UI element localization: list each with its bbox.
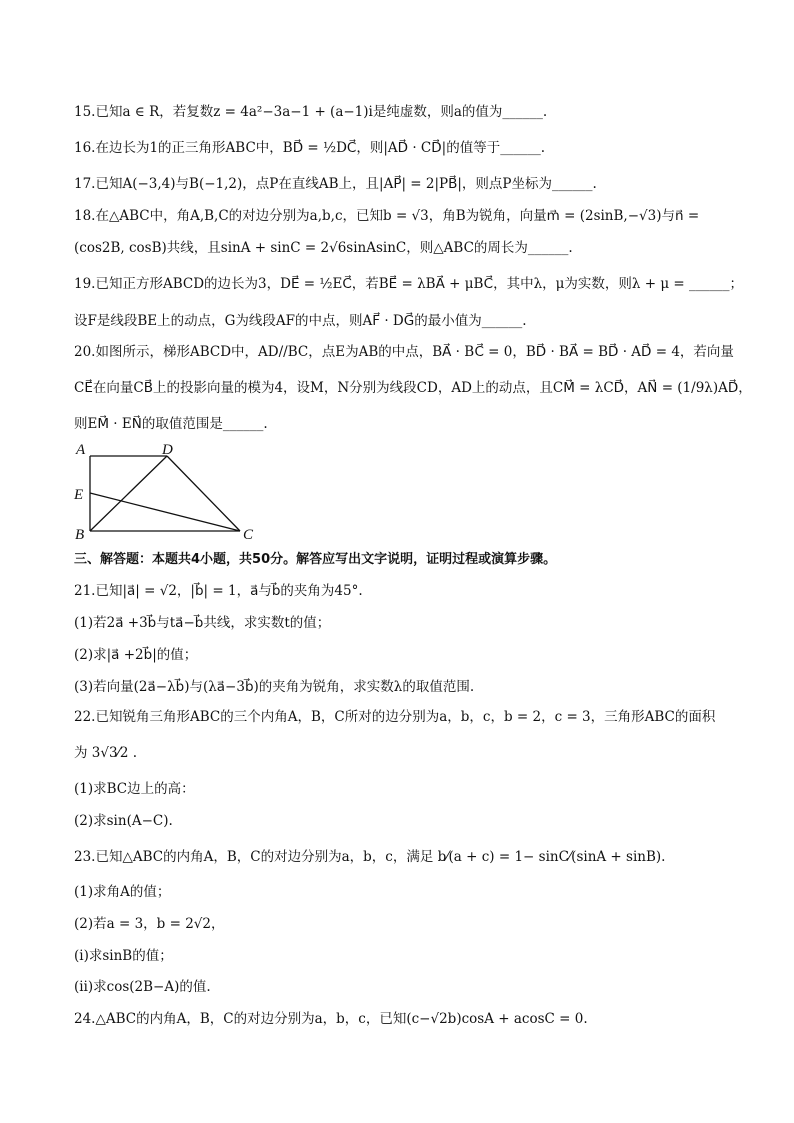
segment-EC [90,493,240,531]
question-15: 15.已知a ∈ R，若复数z = 4a²−3a−1 + (a−1)i是纯虚数，则a的值为______. [74,104,548,120]
label-D: D [162,442,173,458]
question-21-part-2: (2)求|a⃗ +2b⃗|的值； [74,647,198,663]
question-23-part-2: (2)若a = 3，b = 2√2， [74,916,225,932]
question-18-line-1: 18.在△ABC中，角A,B,C的对边分别为a,b,c，已知b = √3，角B为锐角，向量m⃗ = (2sinB,−√3)与n⃗ = [74,208,700,224]
question-20-line-3: 则EM⃗ · EN⃗的取值范围是______. [74,416,268,432]
question-21-part-3: (3)若向量(2a⃗−λb⃗)与(λa⃗−3b⃗)的夹角为锐角，求实数λ的取值范围. [74,679,475,695]
question-19-line-1: 19.已知正方形ABCD的边长为3，DE⃗ = ½EC⃗，若BE⃗ = λBA⃗ + μBC⃗，其中λ，μ为实数，则λ + μ = ______； [74,276,744,292]
question-22-part-2: (2)求sin(A−C). [74,813,173,829]
question-17: 17.已知A(−3,4)与B(−1,2)，点P在直线AB上，且|AP⃗| = 2|PB⃗|，则点P坐标为______. [74,176,597,192]
question-22-line-2: 为 3√3⁄2 . [74,745,137,761]
question-19-line-2: 设F是线段BE上的动点，G为线段AF的中点，则AF⃗ · DG⃗的最小值为______. [74,313,527,329]
question-21-part-1: (1)若2a⃗ +3b⃗与ta⃗−b⃗共线，求实数t的值； [74,615,331,631]
question-20-line-1: 20.如图所示，梯形ABCD中，AD//BC，点E为AB的中点，BA⃗ · BC⃗ = 0，BD⃗ · BA⃗ = BD⃗ · AD⃗ = 4，若向量 [74,344,734,360]
label-B: B [75,527,85,542]
question-22-part-1: (1)求BC边上的高： [74,781,195,797]
label-E: E [74,487,84,503]
question-16: 16.在边长为1的正三角形ABC中，BD⃗ = ½DC⃗，则|AD⃗ · CD⃗|的值等于______. [74,140,545,156]
question-23-part-2-ii: (ⅱ)求cos(2B−A)的值. [74,979,211,995]
question-23-part-1: (1)求角A的值； [74,884,171,900]
label-C: C [243,527,254,542]
question-23-part-2-i: (ⅰ)求sinB的值； [74,948,173,964]
section-3-heading: 三、解答题：本题共4小题，共50分。解答应写出文字说明，证明过程或演算步骤。 [74,552,557,567]
question-18-line-2: (cos2B, cosB)共线，且sinA + sinC = 2√6sinAsinC，则△ABC的周长为______. [74,240,573,256]
label-A: A [76,442,86,458]
question-20-line-2: CE⃗在向量CB⃗上的投影向量的模为4，设M，N分别为线段CD，AD上的动点，且CM⃗ = λCD⃗，AN⃗ = (1/9λ)AD⃗， [74,380,752,396]
question-21: 21.已知|a⃗| = √2，|b⃗| = 1，a⃗与b⃗的夹角为45°. [74,583,363,599]
segment-BD [90,456,167,531]
question-23: 23.已知△ABC的内角A，B，C的对边分别为a，b，c，满足 b⁄(a + c) = 1− sinC⁄(sinA + sinB). [74,849,666,865]
segment-DC [167,456,240,531]
trapezoid-figure [72,438,272,542]
question-22-line-1: 22.已知锐角三角形ABC的三个内角A，B，C所对的边分别为a，b，c，b = 2，c = 3，三角形ABC的面积 [74,709,716,725]
question-24: 24.△ABC的内角A，B，C的对边分别为a，b，c，已知(c−√2b)cosA + acosC = 0. [74,1011,588,1027]
